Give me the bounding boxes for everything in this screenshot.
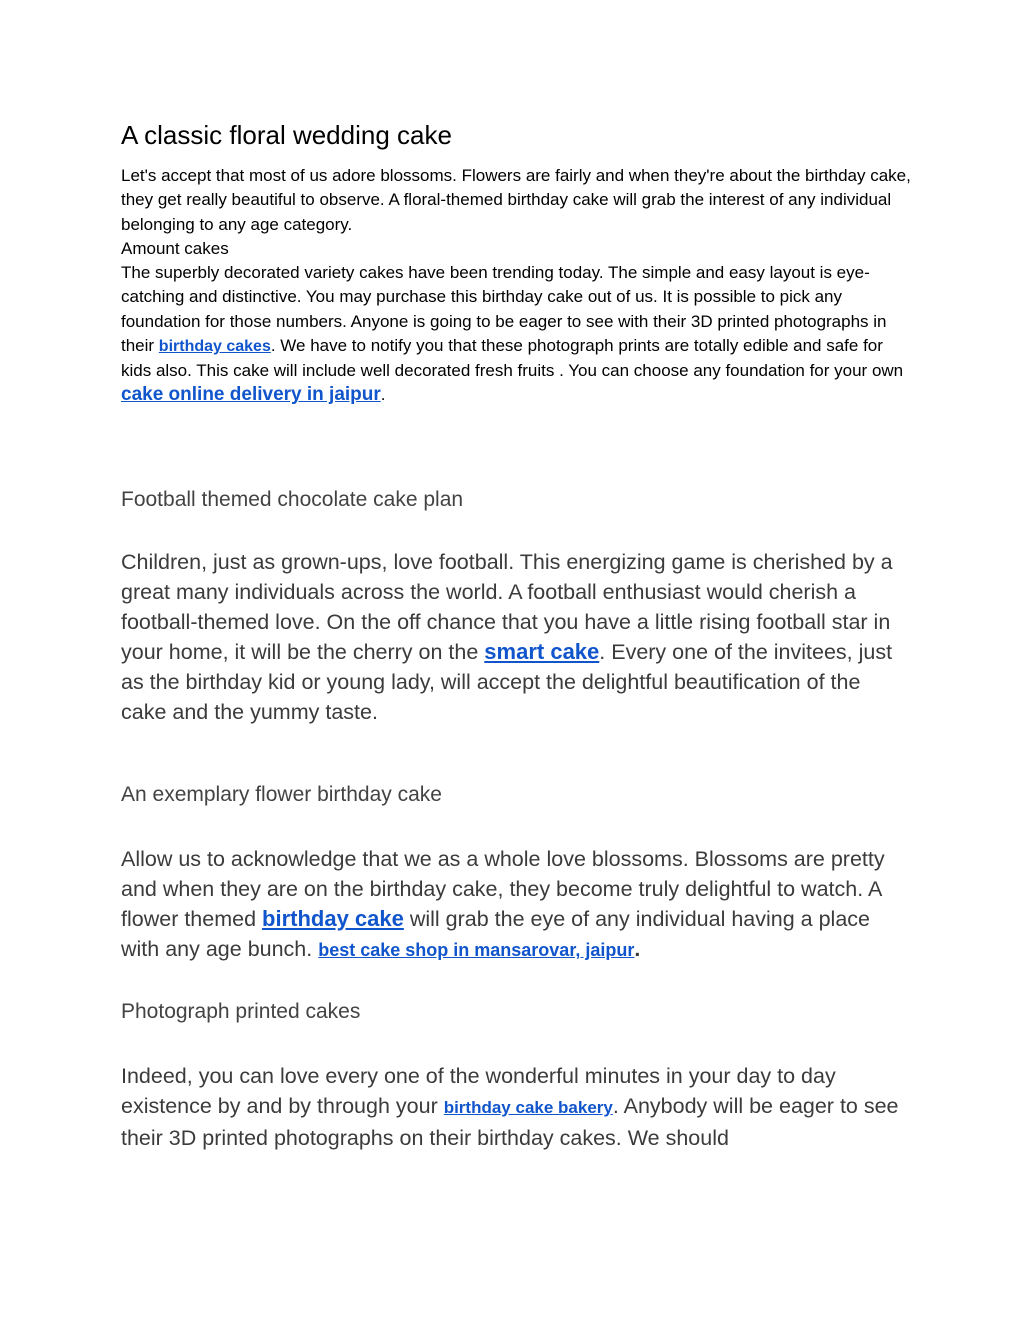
paragraph-variety-cakes	[121, 261, 911, 408]
section-title-flower-birthday-cake: An exemplary flower birthday cake	[121, 783, 442, 806]
paragraph-football-cake	[121, 547, 911, 727]
paragraph-text: . We have to notify you that these photograph prints are totally edible and safe for kids also. This cake will include well decorated fresh fruits . You can choose any foundation for your own	[121, 335, 904, 381]
paragraph-text: . Anybody will be eager to see their 3D printed photographs on their birthday cakes. We should	[121, 1094, 899, 1150]
paragraph-text: .	[634, 937, 641, 961]
section-title-floral-wedding-cake: A classic floral wedding cake	[121, 120, 452, 150]
label-amount-cakes: Amount cakes	[121, 239, 229, 258]
paragraph-text: . Every one of the invitees, just as the birthday kid or young lady, will accept the delightful beautification of the cake and the yummy taste.	[121, 640, 893, 724]
smart-cake-link[interactable]: smart cake	[484, 639, 600, 664]
paragraph-text: will grab the eye of any individual having a place with any age bunch.	[121, 907, 870, 961]
birthday-cake-link[interactable]: birthday cake	[262, 906, 404, 931]
paragraph-text: Allow us to acknowledge that we as a whole love blossoms. Blossoms are pretty and when they are on the birthday cake, they become truly delightful to watch. A flower themed	[121, 847, 885, 931]
paragraph-text: The superbly decorated variety cakes have been trending today. The simple and easy layout is eye-catching and distinctive. You may purchase this birthday cake out of us. It is possible to pick any foundation for those numbers. Anyone is going to be eager to see with their 3D printed photographs in their	[121, 263, 887, 355]
paragraph-text: Indeed, you can love every one of the wonderful minutes in your day to day existence by and by through your	[121, 1064, 836, 1118]
paragraph-floral-intro: Let's accept that most of us adore blossoms. Flowers are fairly and when they're about the birthday cake, they get really beautiful to observe. A floral-themed birthday cake will grab the interest of any individual belonging to any age category.	[121, 166, 911, 234]
paragraph-text: .	[380, 385, 386, 405]
section-title-photograph-cakes: Photograph printed cakes	[121, 1000, 361, 1023]
paragraph-flower-cake	[121, 844, 911, 965]
birthday-cake-bakery-link[interactable]: birthday cake bakery	[443, 1098, 613, 1117]
section-title-football-cake: Football themed chocolate cake plan	[121, 488, 464, 511]
cake-online-delivery-link[interactable]: cake online delivery in jaipur	[121, 384, 381, 406]
paragraph-text: Children, just as grown-ups, love football. This energizing game is cherished by a great many individuals across the world. A football enthusiast would cherish a football-themed love. On the off chance that you have a little rising football star in your home, it will be the cherry on the	[121, 550, 893, 664]
best-cake-shop-link[interactable]: best cake shop in mansarovar, jaipur	[318, 940, 635, 960]
paragraph-photograph-cakes	[121, 1061, 911, 1153]
birthday-cakes-link[interactable]: birthday cakes	[158, 337, 271, 355]
